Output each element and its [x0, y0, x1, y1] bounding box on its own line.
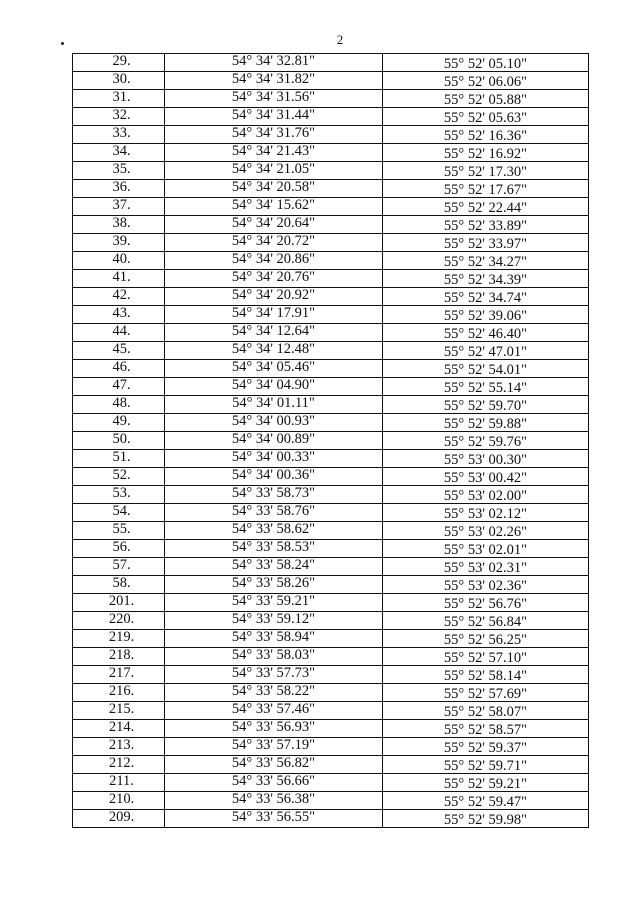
table-row — [73, 270, 589, 288]
latitude-cell: 54° 33' 59.12" — [165, 612, 383, 630]
table-row — [73, 180, 589, 198]
table-row — [73, 432, 589, 450]
point-number-cell: 220. — [73, 612, 165, 630]
point-number-cell: 219. — [73, 630, 165, 648]
table-row — [73, 630, 589, 648]
latitude-cell: 54° 34' 20.72" — [165, 234, 383, 252]
point-number-cell: 36. — [73, 180, 165, 198]
latitude-cell: 54° 33' 56.82" — [165, 756, 383, 774]
table-row — [73, 162, 589, 180]
table-row — [73, 810, 589, 828]
table-row — [73, 324, 589, 342]
latitude-cell: 54° 34' 32.81" — [165, 54, 383, 72]
longitude-cell: 55° 52' 57.10" — [383, 648, 589, 666]
table-row — [73, 450, 589, 468]
table-row — [73, 504, 589, 522]
point-number-cell: 44. — [73, 324, 165, 342]
longitude-cell: 55° 52' 59.47" — [383, 792, 589, 810]
longitude-cell: 55° 52' 05.63" — [383, 108, 589, 126]
longitude-cell: 55° 52' 46.40" — [383, 324, 589, 342]
table-row — [73, 522, 589, 540]
latitude-cell: 54° 34' 31.56" — [165, 90, 383, 108]
longitude-cell: 55° 52' 59.98" — [383, 810, 589, 828]
latitude-cell: 54° 33' 58.24" — [165, 558, 383, 576]
latitude-cell: 54° 34' 20.76" — [165, 270, 383, 288]
table-row — [73, 468, 589, 486]
point-number-cell: 30. — [73, 72, 165, 90]
latitude-cell: 54° 33' 57.73" — [165, 666, 383, 684]
latitude-cell: 54° 33' 58.53" — [165, 540, 383, 558]
point-number-cell: 218. — [73, 648, 165, 666]
point-number-cell: 31. — [73, 90, 165, 108]
point-number-cell: 52. — [73, 468, 165, 486]
point-number-cell: 34. — [73, 144, 165, 162]
latitude-cell: 54° 34' 01.11" — [165, 396, 383, 414]
latitude-cell: 54° 33' 56.93" — [165, 720, 383, 738]
point-number-cell: 32. — [73, 108, 165, 126]
table-row — [73, 252, 589, 270]
table-row — [73, 594, 589, 612]
table-row — [73, 234, 589, 252]
longitude-cell: 55° 52' 33.89" — [383, 216, 589, 234]
point-number-cell: 50. — [73, 432, 165, 450]
table-row — [73, 360, 589, 378]
latitude-cell: 54° 34' 05.46" — [165, 360, 383, 378]
point-number-cell: 38. — [73, 216, 165, 234]
latitude-cell: 54° 33' 57.46" — [165, 702, 383, 720]
longitude-cell: 55° 52' 56.25" — [383, 630, 589, 648]
scan-dot-mark — [61, 42, 64, 45]
latitude-cell: 54° 33' 59.21" — [165, 594, 383, 612]
longitude-cell: 55° 52' 54.01" — [383, 360, 589, 378]
latitude-cell: 54° 33' 58.94" — [165, 630, 383, 648]
longitude-cell: 55° 53' 02.36" — [383, 576, 589, 594]
point-number-cell: 216. — [73, 684, 165, 702]
point-number-cell: 212. — [73, 756, 165, 774]
point-number-cell: 48. — [73, 396, 165, 414]
longitude-cell: 55° 52' 17.67" — [383, 180, 589, 198]
longitude-cell: 55° 52' 59.37" — [383, 738, 589, 756]
table-row — [73, 558, 589, 576]
point-number-cell: 58. — [73, 576, 165, 594]
longitude-cell: 55° 53' 02.26" — [383, 522, 589, 540]
latitude-cell: 54° 34' 04.90" — [165, 378, 383, 396]
longitude-cell: 55° 52' 34.27" — [383, 252, 589, 270]
point-number-cell: 49. — [73, 414, 165, 432]
table-row — [73, 486, 589, 504]
latitude-cell: 54° 34' 15.62" — [165, 198, 383, 216]
latitude-cell: 54° 34' 21.05" — [165, 162, 383, 180]
longitude-cell: 55° 53' 02.12" — [383, 504, 589, 522]
point-number-cell: 37. — [73, 198, 165, 216]
table-row — [73, 198, 589, 216]
table-row — [73, 72, 589, 90]
latitude-cell: 54° 33' 58.62" — [165, 522, 383, 540]
latitude-cell: 54° 34' 00.36" — [165, 468, 383, 486]
latitude-cell: 54° 33' 58.73" — [165, 486, 383, 504]
table-row — [73, 648, 589, 666]
longitude-cell: 55° 52' 17.30" — [383, 162, 589, 180]
latitude-cell: 54° 33' 56.55" — [165, 810, 383, 828]
latitude-cell: 54° 34' 31.44" — [165, 108, 383, 126]
point-number-cell: 201. — [73, 594, 165, 612]
latitude-cell: 54° 33' 58.03" — [165, 648, 383, 666]
latitude-cell: 54° 34' 12.48" — [165, 342, 383, 360]
longitude-cell: 55° 52' 47.01" — [383, 342, 589, 360]
point-number-cell: 41. — [73, 270, 165, 288]
table-row — [73, 612, 589, 630]
longitude-cell: 55° 52' 05.88" — [383, 90, 589, 108]
latitude-cell: 54° 34' 00.89" — [165, 432, 383, 450]
point-number-cell: 213. — [73, 738, 165, 756]
longitude-cell: 55° 52' 16.36" — [383, 126, 589, 144]
latitude-cell: 54° 33' 58.22" — [165, 684, 383, 702]
table-row — [73, 126, 589, 144]
latitude-cell: 54° 34' 12.64" — [165, 324, 383, 342]
coordinates-table-body — [73, 54, 589, 828]
latitude-cell: 54° 34' 00.33" — [165, 450, 383, 468]
longitude-cell: 55° 52' 34.39" — [383, 270, 589, 288]
longitude-cell: 55° 53' 00.42" — [383, 468, 589, 486]
table-row — [73, 792, 589, 810]
table-row — [73, 144, 589, 162]
point-number-cell: 39. — [73, 234, 165, 252]
point-number-cell: 45. — [73, 342, 165, 360]
table-row — [73, 666, 589, 684]
table-row — [73, 414, 589, 432]
longitude-cell: 55° 52' 59.88" — [383, 414, 589, 432]
table-row — [73, 288, 589, 306]
point-number-cell: 215. — [73, 702, 165, 720]
latitude-cell: 54° 34' 31.76" — [165, 126, 383, 144]
longitude-cell: 55° 52' 59.71" — [383, 756, 589, 774]
table-row — [73, 216, 589, 234]
longitude-cell: 55° 52' 59.76" — [383, 432, 589, 450]
point-number-cell: 47. — [73, 378, 165, 396]
table-row — [73, 378, 589, 396]
page-number: 2 — [336, 32, 344, 47]
longitude-cell: 55° 52' 16.92" — [383, 144, 589, 162]
longitude-cell: 55° 52' 57.69" — [383, 684, 589, 702]
point-number-cell: 56. — [73, 540, 165, 558]
latitude-cell: 54° 34' 00.93" — [165, 414, 383, 432]
latitude-cell: 54° 34' 17.91" — [165, 306, 383, 324]
longitude-cell: 55° 52' 59.21" — [383, 774, 589, 792]
point-number-cell: 43. — [73, 306, 165, 324]
latitude-cell: 54° 34' 20.58" — [165, 180, 383, 198]
longitude-cell: 55° 52' 59.70" — [383, 396, 589, 414]
table-row — [73, 90, 589, 108]
latitude-cell: 54° 33' 56.38" — [165, 792, 383, 810]
coordinates-table — [72, 53, 589, 828]
longitude-cell: 55° 52' 33.97" — [383, 234, 589, 252]
latitude-cell: 54° 33' 57.19" — [165, 738, 383, 756]
table-row — [73, 342, 589, 360]
table-row — [73, 756, 589, 774]
longitude-cell: 55° 53' 00.30" — [383, 450, 589, 468]
table-row — [73, 720, 589, 738]
longitude-cell: 55° 52' 55.14" — [383, 378, 589, 396]
point-number-cell: 29. — [73, 54, 165, 72]
table-row — [73, 396, 589, 414]
table-row — [73, 306, 589, 324]
point-number-cell: 33. — [73, 126, 165, 144]
longitude-cell: 55° 52' 34.74" — [383, 288, 589, 306]
longitude-cell: 55° 53' 02.00" — [383, 486, 589, 504]
point-number-cell: 51. — [73, 450, 165, 468]
longitude-cell: 55° 52' 22.44" — [383, 198, 589, 216]
longitude-cell: 55° 53' 02.31" — [383, 558, 589, 576]
longitude-cell: 55° 53' 02.01" — [383, 540, 589, 558]
table-row — [73, 576, 589, 594]
table-row — [73, 540, 589, 558]
latitude-cell: 54° 34' 21.43" — [165, 144, 383, 162]
point-number-cell: 217. — [73, 666, 165, 684]
point-number-cell: 46. — [73, 360, 165, 378]
latitude-cell: 54° 33' 58.76" — [165, 504, 383, 522]
point-number-cell: 40. — [73, 252, 165, 270]
latitude-cell: 54° 33' 56.66" — [165, 774, 383, 792]
table-row — [73, 702, 589, 720]
longitude-cell: 55° 52' 56.76" — [383, 594, 589, 612]
latitude-cell: 54° 34' 20.92" — [165, 288, 383, 306]
longitude-cell: 55° 52' 06.06" — [383, 72, 589, 90]
longitude-cell: 55° 52' 58.07" — [383, 702, 589, 720]
latitude-cell: 54° 34' 20.64" — [165, 216, 383, 234]
point-number-cell: 214. — [73, 720, 165, 738]
point-number-cell: 211. — [73, 774, 165, 792]
longitude-cell: 55° 52' 58.14" — [383, 666, 589, 684]
table-row — [73, 684, 589, 702]
table-row — [73, 774, 589, 792]
table-row — [73, 738, 589, 756]
point-number-cell: 35. — [73, 162, 165, 180]
point-number-cell: 57. — [73, 558, 165, 576]
longitude-cell: 55° 52' 05.10" — [383, 54, 589, 72]
longitude-cell: 55° 52' 39.06" — [383, 306, 589, 324]
longitude-cell: 55° 52' 58.57" — [383, 720, 589, 738]
point-number-cell: 209. — [73, 810, 165, 828]
point-number-cell: 210. — [73, 792, 165, 810]
point-number-cell: 42. — [73, 288, 165, 306]
table-row — [73, 54, 589, 72]
latitude-cell: 54° 33' 58.26" — [165, 576, 383, 594]
point-number-cell: 54. — [73, 504, 165, 522]
latitude-cell: 54° 34' 20.86" — [165, 252, 383, 270]
point-number-cell: 53. — [73, 486, 165, 504]
longitude-cell: 55° 52' 56.84" — [383, 612, 589, 630]
latitude-cell: 54° 34' 31.82" — [165, 72, 383, 90]
table-row — [73, 108, 589, 126]
point-number-cell: 55. — [73, 522, 165, 540]
